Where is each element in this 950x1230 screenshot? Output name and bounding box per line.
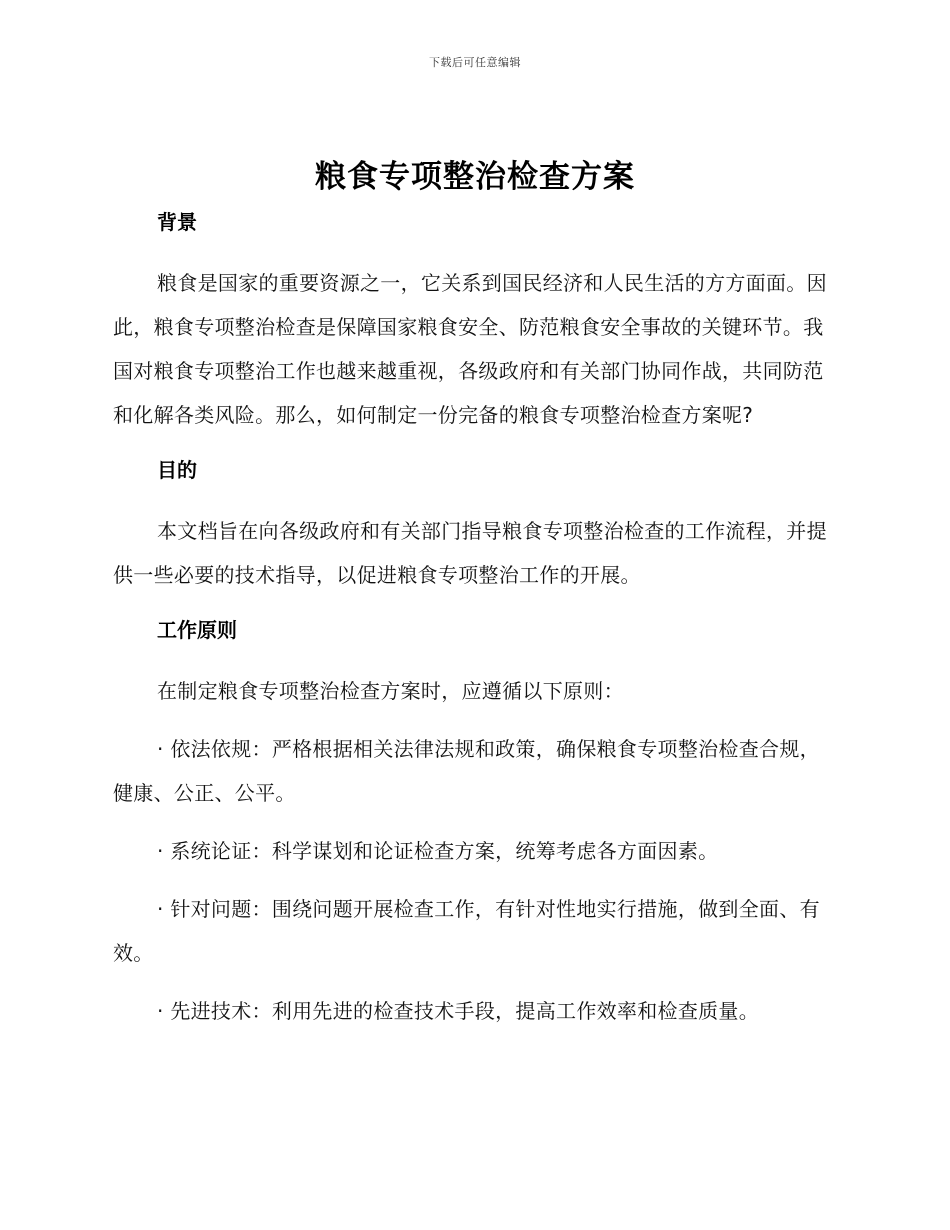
section-heading-principles: 工作原则 bbox=[157, 618, 237, 642]
principles-intro: 在制定粮食专项整治检查方案时，应遵循以下原则： bbox=[157, 679, 624, 703]
document-title: 粮食专项整治检查方案 bbox=[315, 159, 635, 195]
principle-item-systematic: · 系统论证：科学谋划和论证检查方案，统筹考虑各方面因素。 bbox=[157, 839, 719, 863]
page-header: 下载后可任意编辑 bbox=[429, 56, 521, 69]
background-paragraph: 粮食是国家的重要资源之一，它关系到国民经济和人民生活的方方面面。因此，粮食专项整治检查是保障国家粮食安全、防范粮食安全事故的关键环节。我国对粮食专项整治工作也越来越重视，各级政府和有关部门协同作战，共同防范和化解各类风险。那么，如何制定一份完备的粮食专项整治检查方案呢? bbox=[113, 271, 827, 427]
section-heading-background: 背景 bbox=[157, 210, 197, 234]
principle-item-technology: · 先进技术：利用先进的检查技术手段，提高工作效率和检查质量。 bbox=[157, 999, 760, 1023]
section-heading-purpose: 目的 bbox=[157, 458, 197, 482]
purpose-paragraph: 本文档旨在向各级政府和有关部门指导粮食专项整治检查的工作流程，并提供一些必要的技术指导，以促进粮食专项整治工作的开展。 bbox=[113, 519, 827, 587]
document-body bbox=[113, 204, 837, 1033]
principle-item-legal: · 依法依规：严格根据相关法律法规和政策，确保粮食专项整治检查合规，健康、公正、公平。 bbox=[113, 737, 820, 805]
principle-item-targeted: · 针对问题：围绕问题开展检查工作，有针对性地实行措施，做到全面、有效。 bbox=[113, 897, 820, 965]
